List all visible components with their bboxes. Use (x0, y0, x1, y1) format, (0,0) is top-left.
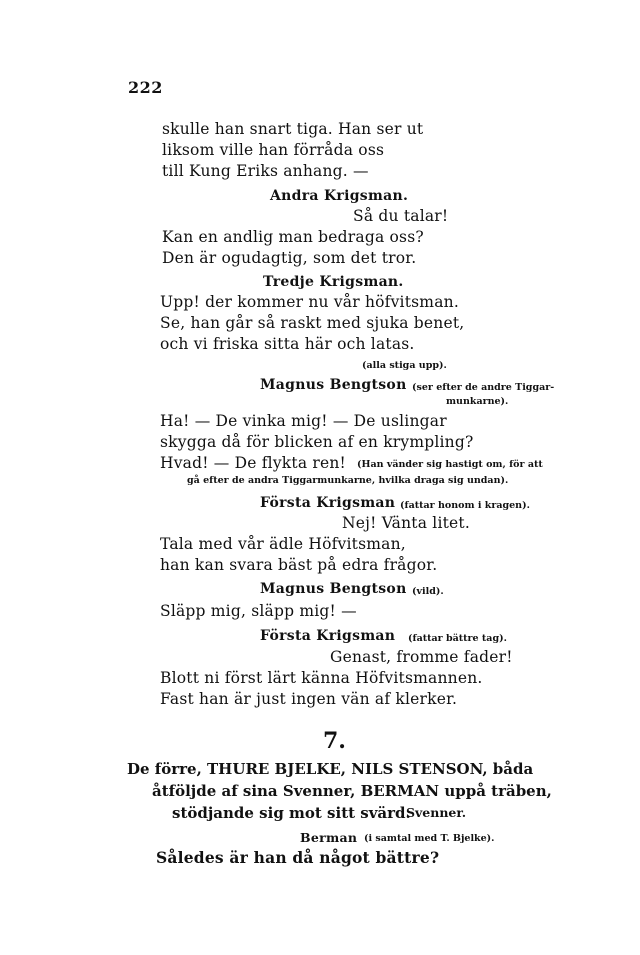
verse-line: till Kung Eriks anhang. — (162, 162, 369, 180)
stage-direction: (i samtal med T. Bjelke). (364, 833, 495, 844)
speaker-name: Andra Krigsman. (270, 188, 409, 204)
verse-line: Nej! Vänta litet. (342, 514, 470, 532)
stage-direction: (fattar bättre tag). (408, 633, 507, 644)
verse-line: Kan en andlig man bedraga oss? (162, 228, 424, 246)
verse-line: och vi friska sitta här och latas. (160, 335, 415, 353)
verse-line: Genast, fromme fader! (330, 648, 513, 666)
scene-number: 7. (323, 728, 346, 754)
stage-direction: (ser efter de andre Tiggar- (412, 382, 555, 393)
verse-line: liksom ville han förråda oss (162, 141, 385, 159)
stage-direction: (Han vänder sig hastigt om, för att (357, 459, 543, 470)
verse-line: Tala med vår ädle Höfvitsman, (160, 535, 406, 553)
verse-line: Släpp mig, släpp mig! — (160, 602, 357, 620)
verse-line: Ha! — De vinka mig! — De uslingar (160, 412, 447, 430)
verse-line: han kan svara bäst på edra frågor. (160, 556, 438, 574)
stage-direction: (vild). (412, 586, 444, 597)
scene-heading-line: åtföljde af sina Svenner, BERMAN uppå träben, (152, 782, 552, 800)
verse-line: Således är han då något bättre? (156, 848, 440, 867)
verse-line: Så du talar! (353, 207, 449, 225)
verse-line: Upp! der kommer nu vår höfvitsman. (160, 293, 459, 311)
verse-line: Blott ni först lärt känna Höfvitsmannen. (160, 669, 483, 687)
verse-line: skygga då för blicken af en krympling? (160, 433, 474, 451)
speaker-name: Första Krigsman (260, 495, 396, 511)
verse-line: Hvad! — De flykta ren! (160, 454, 346, 472)
verse-line: Den är ogudagtig, som det tror. (162, 249, 417, 267)
scene-heading-line: stödjande sig mot sitt svärd. (172, 804, 411, 822)
stage-direction: munkarne). (446, 396, 509, 407)
stage-direction: (alla stiga upp). (362, 360, 447, 371)
speaker-name: Första Krigsman (260, 628, 396, 644)
speaker-name: Magnus Bengtson (260, 377, 407, 393)
verse-line: Se, han går så raskt med sjuka benet, (160, 314, 465, 332)
speaker-name: Tredje Krigsman. (263, 274, 404, 290)
page-number: 222 (128, 78, 163, 97)
stage-direction: gå efter de andra Tiggarmunkarne, hvilka draga sig undan). (187, 475, 509, 486)
scene-heading-line: Svenner. (406, 805, 467, 820)
scene-heading-line: De förre, THURE BJELKE, NILS STENSON, båda (127, 760, 534, 778)
stage-direction: (fattar honom i kragen). (400, 500, 530, 511)
verse-line: skulle han snart tiga. Han ser ut (162, 120, 424, 138)
speaker-name: Magnus Bengtson (260, 581, 407, 597)
verse-line: Fast han är just ingen vän af klerker. (160, 690, 458, 708)
speaker-name: Berman (300, 830, 358, 845)
